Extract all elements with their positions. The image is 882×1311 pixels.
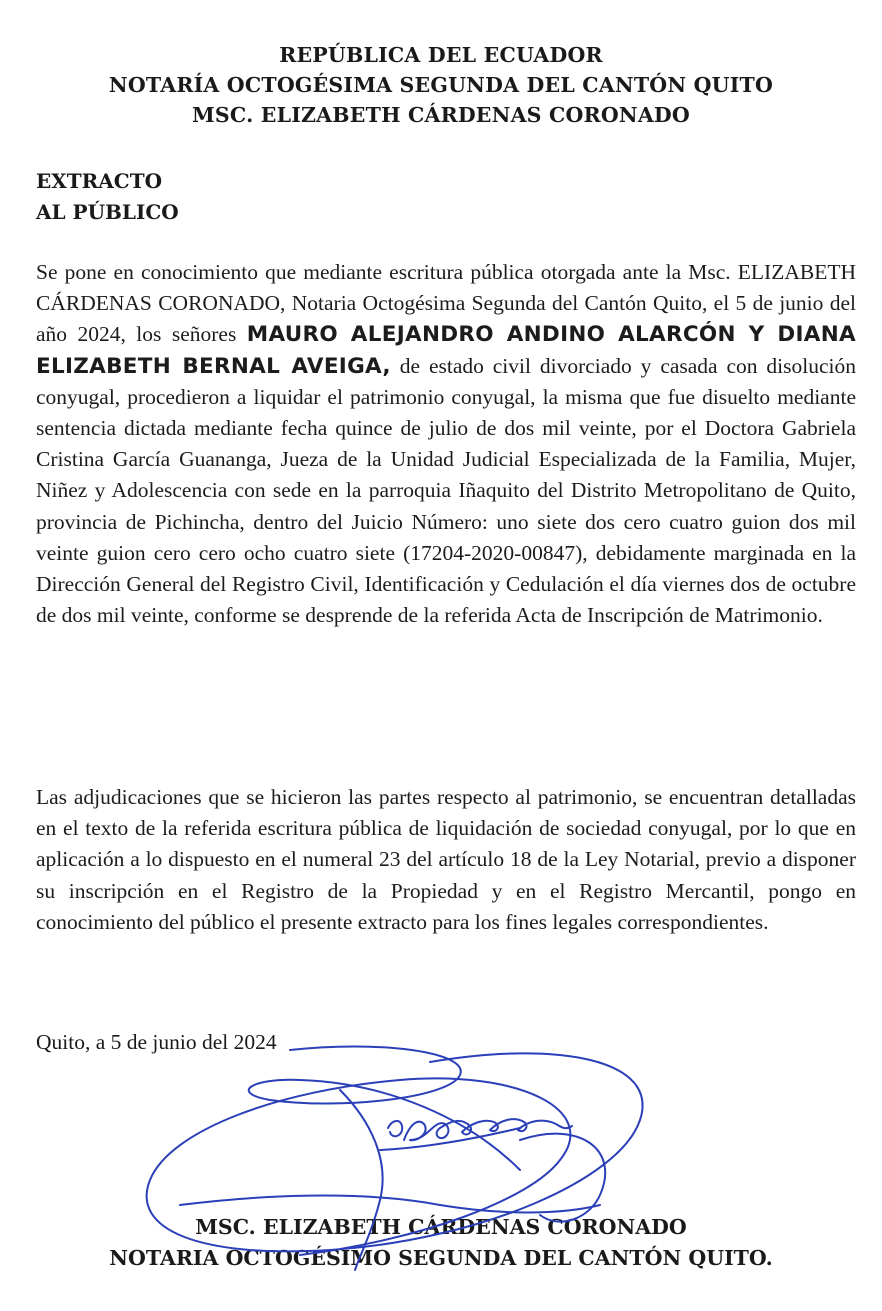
title-line-extracto: EXTRACTO: [36, 169, 163, 193]
paragraph1-details: de estado civil divorciado y casada con disolución conyugal, procedieron a liquidar el patrimonio conyugal, la misma que fue disuelto mediante sentencia dictada mediante fecha quince de julio de dos mil veinte, por el Doctora Gabriela Cristina García Guananga, Jueza de la Unidad Judicial Especializada de la Familia, Mujer, Niñez y Adolescencia con sede en la parroquia Iñaquito del Distrito Metropolitano de Quito, provincia de Pichincha, dentro del Juicio Número: uno siete dos cero cuatro guion dos mil veinte guion cero cero ocho cuatro siete (17204-2020-00847), debidamente marginada en la Dirección General del Registro Civil, Identificación y Cedulación el día viernes dos de octubre de dos mil veinte, conforme se desprende de la referida Acta de Inscripción de Matrimonio.: [36, 353, 856, 628]
body-paragraph-1: [36, 257, 856, 631]
footer-notary-name: MSC. ELIZABETH CÁRDENAS CORONADO: [195, 1215, 687, 1239]
date-line: Quito, a 5 de junio del 2024: [36, 1030, 277, 1054]
signature-block: [0, 1212, 882, 1274]
title-line-publico: AL PÚBLICO: [36, 200, 179, 224]
paragraph1-party-names: MAURO ALEJANDRO ANDINO ALARCÓN Y DIANA ELIZABETH BERNAL AVEIGA,: [36, 322, 856, 379]
document-header: [0, 40, 882, 130]
header-notary-office: NOTARÍA OCTOGÉSIMA SEGUNDA DEL CANTÓN QUITO: [108, 73, 774, 97]
header-country: REPÚBLICA DEL ECUADOR: [279, 43, 603, 67]
footer-notary-title: NOTARIA OCTOGÉSIMO SEGUNDA DEL CANTÓN QUITO.: [109, 1246, 773, 1270]
header-notary-name: MSC. ELIZABETH CÁRDENAS CORONADO: [192, 103, 690, 127]
body-paragraph-2: Las adjudicaciones que se hicieron las partes respecto al patrimonio, se encuentran detalladas en el texto de la referida escritura pública de liquidación de sociedad conyugal, por lo que en aplicación a lo dispuesto en el numeral 23 del artículo 18 de la Ley Notarial, previo a disponer su inscripción en el Registro de la Propiedad y en el Registro Mercantil, pongo en conocimiento del público el presente extracto para los fines legales correspondientes.: [36, 785, 856, 934]
document-title: [36, 166, 179, 228]
paragraph1-intro: Se pone en conocimiento que mediante escritura pública otorgada ante la Msc. ELIZABETH CÁRDENAS CORONADO, Notaria Octogésima Segunda del Cantón Quito, el 5 de junio del año 2024, los señores: [36, 260, 856, 347]
